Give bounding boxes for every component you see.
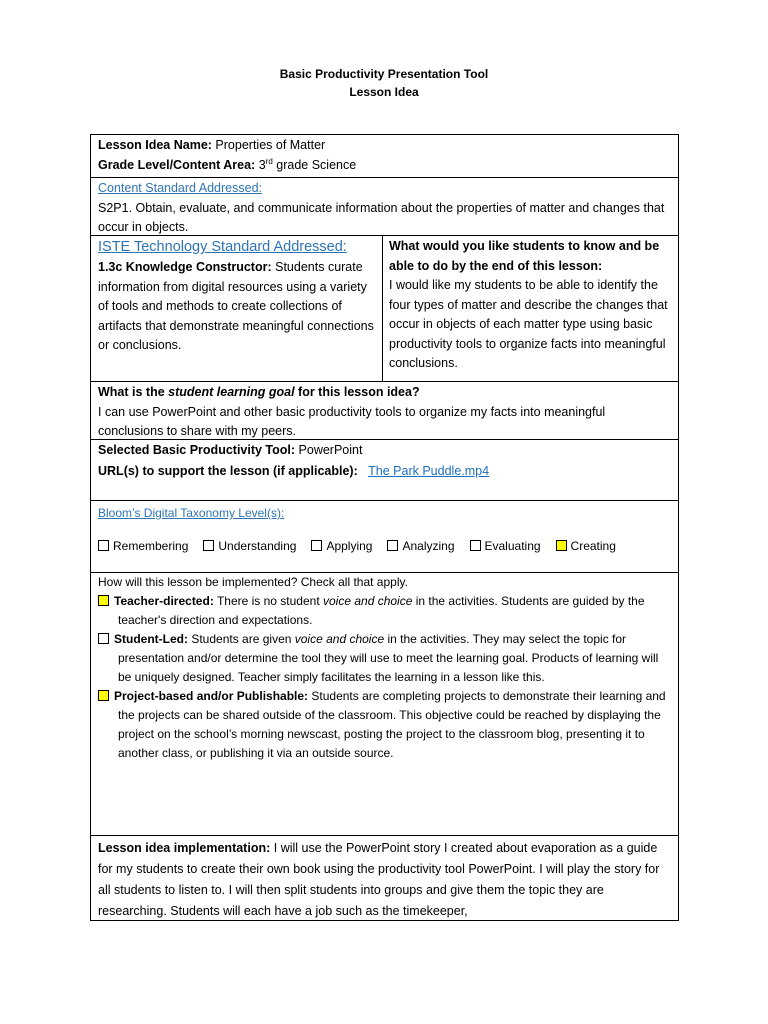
- bloom-remembering[interactable]: Remembering: [98, 537, 188, 557]
- checkbox-icon: [98, 540, 109, 551]
- grade-number: 3: [258, 157, 266, 172]
- grade-label: Grade Level/Content Area:: [98, 157, 256, 172]
- lesson-info-row: [91, 135, 678, 177]
- learning-goal-question: What is the student learning goal for this lesson idea?: [98, 385, 420, 399]
- option-project-based[interactable]: Project-based and/or Publishable: Students are completing projects to demonstrate their learning and the projects can be shared outside of the classroom. This objective could be reached by displaying the project on the school’s morning newscast, posting the project to the classroom blog, presenting it to another class, or publishing it via an outside source.: [98, 687, 671, 763]
- lesson-name-value: Properties of Matter: [215, 138, 326, 152]
- content-standard-text: S2P1. Obtain, evaluate, and communicate information about the properties of matter and changes that occur in objects.: [98, 200, 665, 234]
- checkbox-icon: [203, 540, 214, 551]
- grade-suffix: rd: [265, 156, 273, 166]
- tool-label: Selected Basic Productivity Tool:: [98, 443, 296, 457]
- checkbox-highlighted-icon: [556, 540, 567, 551]
- know-do-question: What would you like students to know and be able to do by the end of this lesson:: [389, 239, 660, 273]
- bloom-understanding[interactable]: Understanding: [203, 537, 296, 557]
- lesson-name-label: Lesson Idea Name:: [98, 138, 212, 152]
- option-student-led[interactable]: Student-Led: Students are given voice and choice in the activities. They may select the topic for presentation and/or determine the tool they will use to meet the learning goal. Products of learning will be uniquely designed. Teacher simply facilitates the learning in a lesson like this.: [98, 630, 671, 687]
- know-do-cell: [383, 236, 678, 381]
- checkbox-highlighted-icon: [98, 690, 109, 701]
- learning-goal-row: [91, 381, 678, 439]
- bloom-analyzing[interactable]: Analyzing: [387, 537, 454, 557]
- bloom-heading: Bloom’s Digital Taxonomy Level(s):: [98, 506, 285, 520]
- tool-row: [91, 439, 678, 500]
- grade-subject: grade Science: [276, 157, 357, 172]
- lesson-impl-text: I will use the PowerPoint story I created about evaporation as a guide for my students to create their own book using the productivity tool PowerPoint. I will play the story for all students to listen to. I will then split students into groups and give them the topic they are researching. Students will each have a job such as the timekeeper,: [98, 841, 660, 918]
- bloom-creating[interactable]: Creating: [556, 537, 616, 557]
- bloom-row: [91, 500, 678, 572]
- implementation-row: [91, 572, 678, 835]
- bloom-applying[interactable]: Applying: [311, 537, 372, 557]
- checkbox-icon: [470, 540, 481, 551]
- lesson-implementation-row: [91, 835, 678, 920]
- checkbox-icon: [387, 540, 398, 551]
- lesson-impl-label: Lesson idea implementation:: [98, 841, 271, 855]
- iste-heading: ISTE Technology Standard Addressed:: [98, 239, 347, 255]
- url-label: URL(s) to support the lesson (if applicable):: [98, 463, 358, 478]
- iste-cell: [91, 236, 383, 381]
- learning-goal-answer: I can use PowerPoint and other basic productivity tools to organize my facts into meaningful conclusions to share with my peers.: [98, 404, 606, 438]
- iste-standard-text: Students curate information from digital resources using a variety of tools and methods to create collections of artifacts that demonstrate meaningful connections or conclusions.: [98, 260, 374, 352]
- know-do-answer: I would like my students to be able to identify the four types of matter and describe the changes that occur in objects of each matter type using basic productivity tools to organize facts into meaningful conclusions.: [389, 278, 668, 370]
- tool-value: PowerPoint: [298, 443, 363, 457]
- document-title: Basic Productivity Presentation Tool: [279, 67, 489, 81]
- checkbox-icon: [311, 540, 322, 551]
- bloom-evaluating[interactable]: Evaluating: [470, 537, 541, 557]
- url-link[interactable]: The Park Puddle.mp4: [368, 463, 490, 478]
- implementation-question: How will this lesson be implemented? Check all that apply.: [98, 575, 408, 589]
- option-teacher-directed[interactable]: Teacher-directed: There is no student voice and choice in the activities. Students are guided by the teacher's direction and expectations.: [98, 592, 671, 630]
- iste-standard-label: 1.3c Knowledge Constructor:: [98, 260, 272, 274]
- checkbox-highlighted-icon: [98, 595, 109, 606]
- document-subtitle: Lesson Idea: [349, 85, 419, 99]
- lesson-table: [90, 134, 679, 921]
- bloom-levels: [98, 537, 671, 557]
- content-standard-heading: Content Standard Addressed:: [98, 181, 263, 195]
- content-standard-row: [91, 177, 678, 235]
- checkbox-icon: [98, 633, 109, 644]
- standards-split-row: [91, 235, 678, 381]
